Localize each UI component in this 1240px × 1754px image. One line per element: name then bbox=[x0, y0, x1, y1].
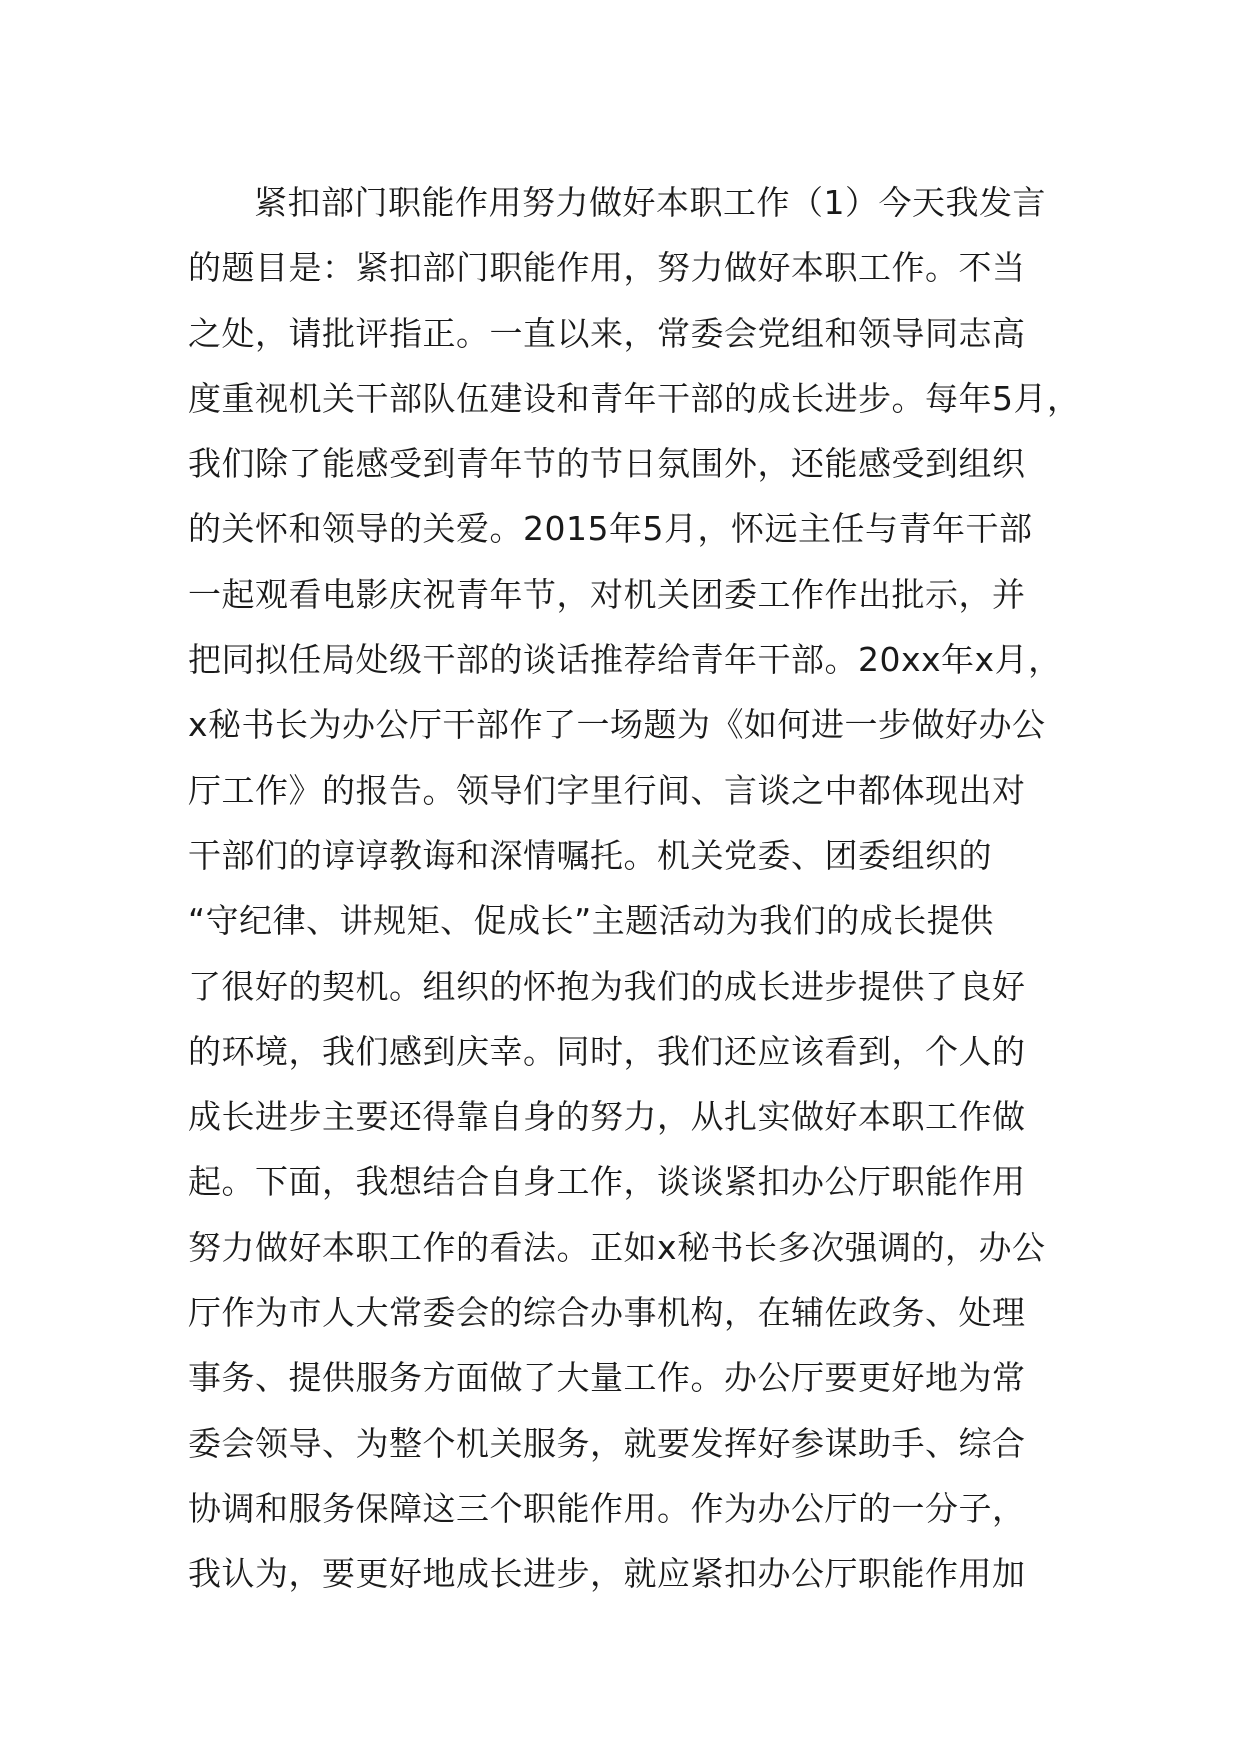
text-line: “守纪律、讲规矩、促成长”主题活动为我们的成长提供 bbox=[188, 901, 994, 941]
text-line: 把同拟任局处级干部的谈话推荐给青年干部。20xx年x月， bbox=[188, 640, 1062, 680]
text-line: 我认为，要更好地成长进步，就应紧扣办公厅职能作用加 bbox=[188, 1554, 1026, 1594]
text-line: 委会领导、为整个机关服务，就要发挥好参谋助手、综合 bbox=[188, 1423, 1026, 1463]
text-line: 起。下面，我想结合自身工作，谈谈紧扣办公厅职能作用 bbox=[188, 1162, 1026, 1202]
text-line: 紧扣部门职能作用努力做好本职工作（1）今天我发言 bbox=[254, 183, 1046, 222]
text-line: 成长进步主要还得靠自身的努力，从扎实做好本职工作做 bbox=[188, 1097, 1026, 1137]
text-line: 的关怀和领导的关爱。2015年5月，怀远主任与青年干部 bbox=[188, 509, 1033, 549]
text-line: 一起观看电影庆祝青年节，对机关团委工作作出批示，并 bbox=[188, 574, 1026, 614]
text-line: 的题目是：紧扣部门职能作用，努力做好本职工作。不当 bbox=[188, 248, 1026, 288]
text-line: 厅工作》的报告。领导们字里行间、言谈之中都体现出对 bbox=[188, 770, 1026, 810]
text-line: 厅作为市人大常委会的综合办事机构，在辅佐政务、处理 bbox=[188, 1293, 1026, 1333]
text-line: 的环境，我们感到庆幸。同时，我们还应该看到，个人的 bbox=[188, 1031, 1026, 1071]
text-line: 之处，请批评指正。一直以来，常委会党组和领导同志高 bbox=[188, 313, 1026, 353]
text-line: 事务、提供服务方面做了大量工作。办公厅要更好地为常 bbox=[188, 1358, 1026, 1398]
text-line: 了很好的契机。组织的怀抱为我们的成长进步提供了良好 bbox=[188, 966, 1026, 1006]
text-line: 干部们的谆谆教诲和深情嘱托。机关党委、团委组织的 bbox=[188, 835, 992, 875]
text-line: 我们除了能感受到青年节的节日氛围外，还能感受到组织 bbox=[188, 444, 1026, 484]
text-line: x秘书长为办公厅干部作了一场题为《如何进一步做好办公 bbox=[188, 705, 1046, 745]
text-line: 努力做好本职工作的看法。正如x秘书长多次强调的，办公 bbox=[188, 1227, 1046, 1267]
text-line: 协调和服务保障这三个职能作用。作为办公厅的一分子， bbox=[188, 1488, 1026, 1528]
body-text bbox=[188, 170, 1088, 1607]
text-line: 度重视机关干部队伍建设和青年干部的成长进步。每年5月， bbox=[188, 378, 1081, 418]
